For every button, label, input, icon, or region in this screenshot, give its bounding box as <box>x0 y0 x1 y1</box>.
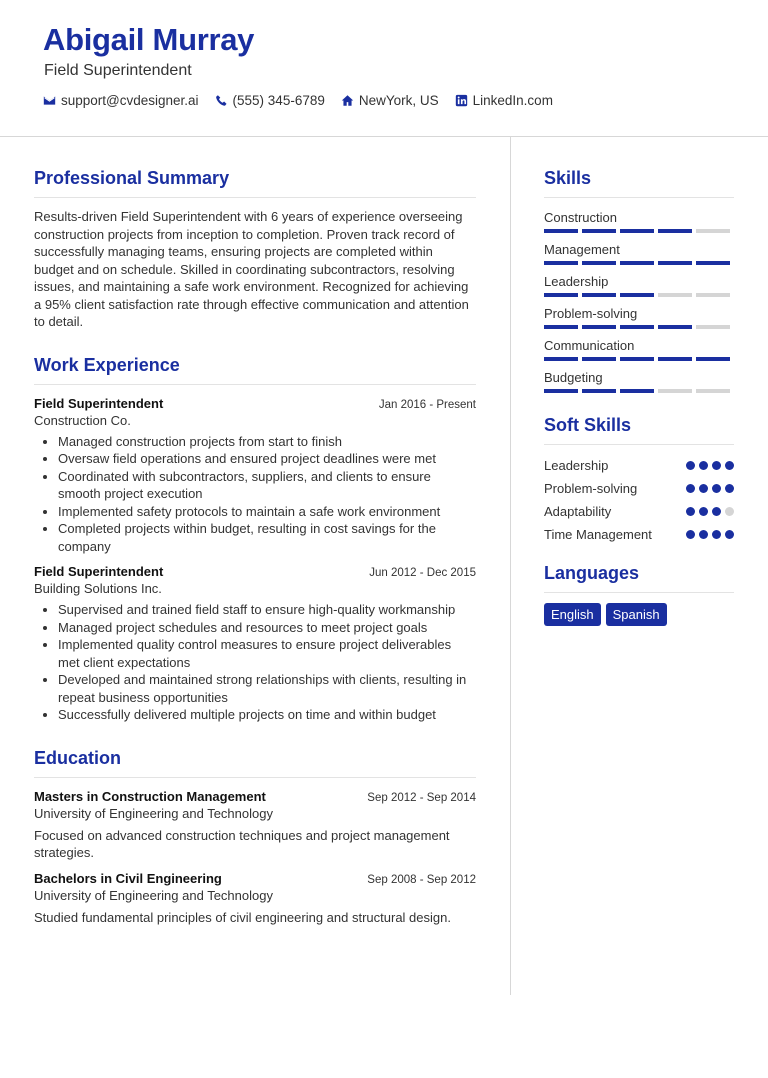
skill-level-segment <box>696 389 730 393</box>
list-item: • Coordinated with subcontractors, suppliers, and clients to ensure smooth project execution <box>58 468 476 503</box>
soft-skills-section <box>544 415 734 543</box>
rating-dot <box>686 530 695 539</box>
soft-skill-item <box>544 480 734 497</box>
rating-dot <box>699 530 708 539</box>
skill-item <box>544 274 734 297</box>
skill-name: Problem-solving <box>544 306 638 321</box>
skill-name: Leadership <box>544 274 609 289</box>
skills-heading: Skills <box>544 168 734 198</box>
education-entry <box>34 789 476 862</box>
skill-level-segment <box>582 325 616 329</box>
skill-level-segment <box>658 357 692 361</box>
skill-level-segment <box>620 229 654 233</box>
list-item: • Implemented safety protocols to maintain a safe work environment <box>58 503 476 521</box>
skill-level-segment <box>544 325 578 329</box>
contact-email[interactable] <box>43 93 199 108</box>
phone-icon <box>215 94 228 107</box>
soft-skill-name: Time Management <box>544 527 652 542</box>
skill-level-segment <box>696 357 730 361</box>
job-bullets <box>34 601 476 724</box>
contact-linkedin[interactable] <box>455 93 553 108</box>
skill-name: Construction <box>544 210 617 225</box>
skill-level-segment <box>544 261 578 265</box>
skill-level-segment <box>620 261 654 265</box>
list-item: • Successfully delivered multiple projects on time and within budget <box>58 706 476 724</box>
languages-heading: Languages <box>544 563 734 593</box>
job-title: Field Superintendent <box>34 395 164 411</box>
skill-level-segment <box>544 229 578 233</box>
language-tag: Spanish <box>606 603 667 626</box>
rating-dot <box>699 461 708 470</box>
education-date: Sep 2008 - Sep 2012 <box>367 873 476 886</box>
skill-level-segment <box>658 229 692 233</box>
summary-heading: Professional Summary <box>34 168 476 198</box>
education-entry <box>34 871 476 927</box>
degree-title: Bachelors in Civil Engineering <box>34 870 222 886</box>
soft-skill-item <box>544 457 734 474</box>
summary-text: Results-driven Field Superintendent with 6 years of experience overseeing construction projects from inception to completion. Proven track record of successfully managing teams, ensuring projects are completed within budget and on schedule. Skilled in coordinating subcontractors, resolving issues, and maintaining a safe work environment. Recognized for achieving a 95% client satisfaction rate through effective communication and attention to detail. <box>34 209 469 329</box>
column-divider <box>510 137 511 995</box>
skill-name: Budgeting <box>544 370 603 385</box>
job-bullets <box>34 433 476 556</box>
skill-level-segment <box>658 261 692 265</box>
job-company: Construction Co. <box>34 412 131 428</box>
job-date: Jun 2012 - Dec 2015 <box>369 567 476 579</box>
soft-skill-name: Adaptability <box>544 504 612 519</box>
education-section <box>34 748 476 927</box>
language-tag: English <box>544 603 601 626</box>
education-date: Sep 2012 - Sep 2014 <box>367 791 476 804</box>
job-entry <box>34 396 476 556</box>
school-name: University of Engineering and Technology <box>34 887 273 903</box>
soft-skill-item <box>544 503 734 520</box>
summary-section <box>34 168 476 331</box>
resume-header <box>0 0 768 137</box>
degree-title: Masters in Construction Management <box>34 788 266 804</box>
email-text: support@cvdesigner.ai <box>61 93 199 108</box>
rating-dot <box>712 530 721 539</box>
education-heading: Education <box>34 748 476 778</box>
skill-item <box>544 210 734 233</box>
contact-phone[interactable] <box>215 93 325 108</box>
skill-level-segment <box>582 357 616 361</box>
job-entry <box>34 564 476 724</box>
contact-location <box>341 93 439 108</box>
rating-dot <box>712 484 721 493</box>
candidate-name: Abigail Murray <box>43 22 255 57</box>
list-item: • Completed projects within budget, resulting in cost savings for the company <box>58 520 476 555</box>
skill-level-segment <box>620 389 654 393</box>
soft-skill-rating <box>682 461 734 470</box>
envelope-icon <box>43 94 56 107</box>
soft-skill-rating <box>682 530 734 539</box>
linkedin-text: LinkedIn.com <box>472 93 553 108</box>
job-date: Jan 2016 - Present <box>378 398 476 411</box>
education-description: Studied fundamental principles of civil engineering and structural design. <box>34 909 451 925</box>
skill-level-bar <box>544 293 734 297</box>
soft-skill-rating <box>682 484 734 493</box>
home-icon <box>341 94 354 107</box>
skill-level-segment <box>620 325 654 329</box>
skill-item <box>544 338 734 361</box>
contact-bar <box>43 93 569 108</box>
soft-skill-item <box>544 526 734 543</box>
skill-level-segment <box>696 261 730 265</box>
skill-level-segment <box>696 229 730 233</box>
skill-level-bar <box>544 229 734 233</box>
skill-level-segment <box>582 229 616 233</box>
rating-dot <box>725 484 734 493</box>
location-text: NewYork, US <box>358 93 439 108</box>
skill-level-segment <box>696 293 730 297</box>
soft-skill-name: Problem-solving <box>544 481 638 496</box>
rating-dot <box>699 507 708 516</box>
skill-level-segment <box>544 389 578 393</box>
skill-item <box>544 370 734 393</box>
list-item: • Developed and maintained strong relationships with clients, resulting in repeat business opportunities <box>58 671 476 706</box>
skill-name: Communication <box>544 338 635 353</box>
rating-dot <box>725 530 734 539</box>
rating-dot <box>712 461 721 470</box>
language-tags <box>544 603 734 626</box>
phone-text: (555) 345-6789 <box>232 93 325 108</box>
soft-skills-list <box>544 457 734 543</box>
skills-list <box>544 210 734 393</box>
rating-dot <box>686 484 695 493</box>
list-item: • Managed construction projects from start to finish <box>58 433 476 451</box>
list-item: • Oversaw field operations and ensured project deadlines were met <box>58 450 476 468</box>
rating-dot <box>725 461 734 470</box>
skill-level-segment <box>582 261 616 265</box>
skills-section <box>544 168 734 393</box>
skill-level-bar <box>544 357 734 361</box>
rating-dot <box>686 507 695 516</box>
list-item: • Implemented quality control measures to ensure project deliverables met client expectations <box>58 636 476 671</box>
skill-item <box>544 306 734 329</box>
rating-dot <box>725 507 734 516</box>
candidate-title: Field Superintendent <box>44 62 192 79</box>
skill-level-segment <box>658 293 692 297</box>
skill-name: Management <box>544 242 620 257</box>
experience-section <box>34 355 476 724</box>
skill-item <box>544 242 734 265</box>
skill-level-bar <box>544 261 734 265</box>
skill-level-segment <box>620 293 654 297</box>
soft-skills-heading: Soft Skills <box>544 415 734 445</box>
main-column <box>34 168 476 926</box>
soft-skill-name: Leadership <box>544 458 609 473</box>
languages-section <box>544 563 734 626</box>
rating-dot <box>699 484 708 493</box>
school-name: University of Engineering and Technology <box>34 805 273 821</box>
linkedin-icon <box>455 94 468 107</box>
job-title: Field Superintendent <box>34 564 164 579</box>
job-company: Building Solutions Inc. <box>34 581 162 596</box>
skill-level-bar <box>544 325 734 329</box>
rating-dot <box>686 461 695 470</box>
skill-level-segment <box>620 357 654 361</box>
skill-level-segment <box>658 389 692 393</box>
skill-level-bar <box>544 389 734 393</box>
sidebar-column <box>544 168 734 626</box>
skill-level-segment <box>544 357 578 361</box>
list-item: • Supervised and trained field staff to ensure high-quality workmanship <box>58 601 476 619</box>
experience-heading: Work Experience <box>34 355 476 385</box>
soft-skill-rating <box>682 507 734 516</box>
skill-level-segment <box>582 293 616 297</box>
education-description: Focused on advanced construction techniques and project management strategies. <box>34 827 450 860</box>
skill-level-segment <box>582 389 616 393</box>
skill-level-segment <box>544 293 578 297</box>
skill-level-segment <box>696 325 730 329</box>
skill-level-segment <box>658 325 692 329</box>
list-item: • Managed project schedules and resources to meet project goals <box>58 619 476 637</box>
rating-dot <box>712 507 721 516</box>
